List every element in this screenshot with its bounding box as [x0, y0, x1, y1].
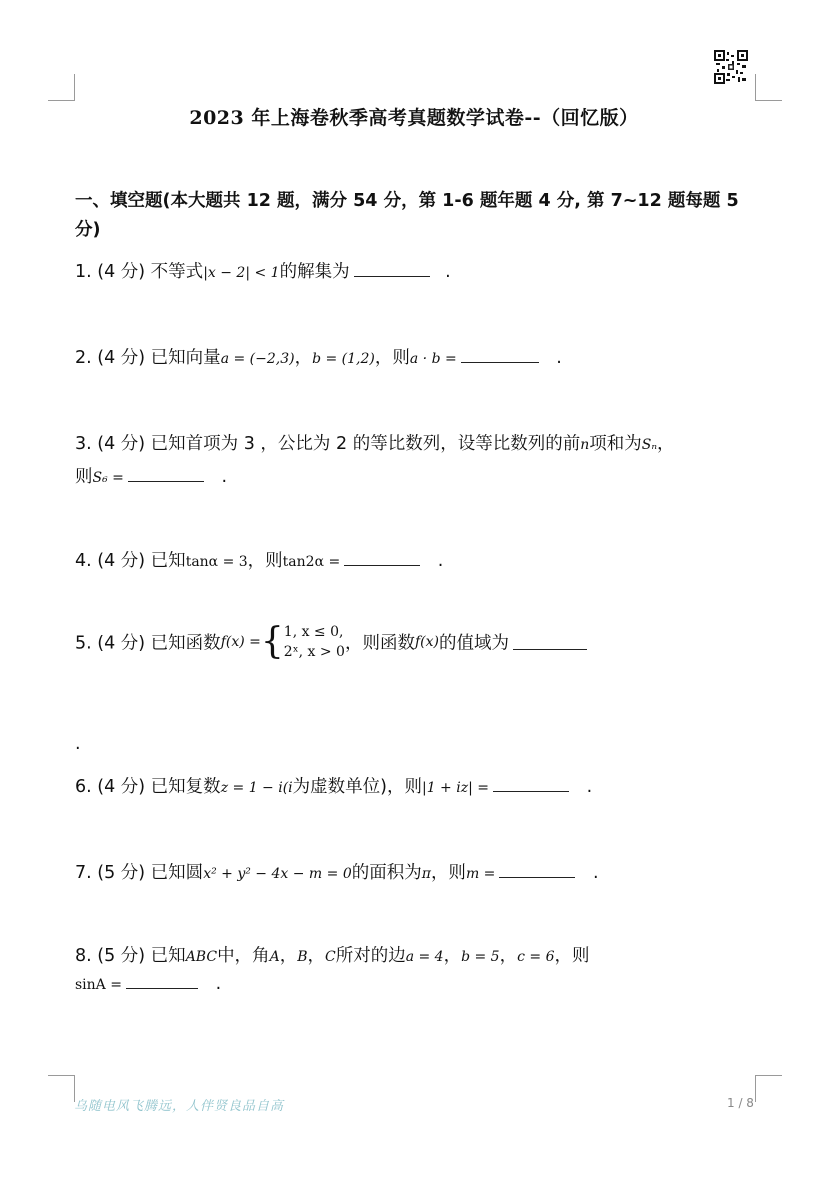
- q2-text: ，则: [374, 348, 410, 368]
- question-5: [75, 622, 591, 662]
- q6-prefix: 6. (4 分) 已知复数: [75, 777, 221, 797]
- answer-blank-7[interactable]: [499, 863, 575, 878]
- q7-prefix: 7. (5 分) 已知圆: [75, 863, 204, 883]
- piecewise-brace: {: [260, 621, 284, 662]
- q8-side-b: b = 5: [461, 949, 500, 965]
- q8-comma-3: ，: [443, 946, 462, 966]
- question-7: [75, 859, 599, 884]
- q1-prefix: 1. (4 分) 不等式: [75, 262, 204, 282]
- answer-blank-5[interactable]: [513, 635, 587, 650]
- q8-comma-4: ，: [499, 946, 518, 966]
- q2-dot-product: a · b =: [409, 351, 457, 367]
- question-6: [75, 773, 592, 798]
- q5-case-1: 1, x ≤ 0,: [283, 624, 344, 640]
- q8-angle-c: C: [324, 949, 336, 965]
- q1-end: .: [445, 262, 451, 282]
- q8-comma-2: ，: [307, 946, 325, 966]
- answer-blank-6[interactable]: [493, 777, 569, 792]
- q7-m: m =: [465, 866, 496, 882]
- footer-slogan: 乌随电风飞腾远，人伴贤良品自高: [74, 1099, 285, 1114]
- q3-line1: 3. (4 分) 已知首项为 3 ，公比为 2 的等比数列，设等比数列的前: [75, 434, 581, 454]
- qr-code-icon: [714, 50, 748, 84]
- q4-text: ，则: [247, 551, 283, 571]
- page-number: 1 / 8: [727, 1096, 754, 1110]
- q8-text-2: 所对的边: [335, 946, 406, 966]
- q2-vector-a: a = (−2,3): [220, 351, 295, 367]
- answer-blank-8[interactable]: [126, 974, 198, 989]
- piecewise-cases: [284, 622, 345, 662]
- answer-blank-1[interactable]: [354, 262, 430, 277]
- q2-sep: ，: [294, 348, 313, 368]
- q6-expression: z = 1 − i(i: [220, 780, 293, 796]
- question-3-line-2: [75, 463, 227, 488]
- section-heading: 一、填空题(本大题共 12 题，满分 54 分，第 1-6 题年题 4 分, 第 7~12 题每题 5 分): [75, 191, 739, 240]
- q5-text: ，则函数: [344, 633, 415, 654]
- question-2: [75, 344, 562, 369]
- q8-comma-1: ，: [279, 946, 298, 966]
- q2-end: .: [556, 348, 562, 368]
- q8-text-3: ，则: [554, 946, 590, 966]
- q4-prefix: 4. (4 分) 已知: [75, 551, 186, 571]
- answer-blank-3[interactable]: [128, 467, 204, 482]
- q1-text: 的解集为: [279, 262, 350, 282]
- q1-expression: |x − 2| < 1: [203, 265, 280, 281]
- q5-text-2: 的值域为: [438, 633, 509, 654]
- q8-text: 中，角: [217, 946, 270, 966]
- crop-mark-bottom-right: [755, 1075, 782, 1102]
- q3-sn: Sₙ: [641, 437, 657, 453]
- page-title: 2023 年上海卷秋季高考真题数学试卷--（回忆版）: [189, 107, 639, 129]
- question-8-line-2: [75, 974, 221, 994]
- q8-side-c: c = 6: [517, 949, 555, 965]
- q7-text-2: ，则: [430, 863, 466, 883]
- q6-end: .: [586, 777, 593, 797]
- q6-text: 为虚数单位)，则: [292, 777, 422, 797]
- q3-line1c: ，: [657, 434, 675, 454]
- q4-end: .: [437, 551, 444, 571]
- q3-s6: S₆ =: [92, 470, 124, 486]
- q8-side-a: a = 4: [405, 949, 444, 965]
- question-8-line-1: [75, 942, 589, 967]
- q5-fx: f(x) =: [220, 634, 261, 650]
- q5-case-2: 2ˣ, x > 0: [283, 644, 345, 660]
- q5-prefix: 5. (4 分) 已知函数: [75, 633, 221, 654]
- q3-line1b: 项和为: [589, 434, 642, 454]
- question-3-line-1: [75, 430, 675, 455]
- q8-sin-a: sinA =: [75, 977, 122, 993]
- crop-mark-top-left: [48, 74, 75, 101]
- q8-angle-b: B: [297, 949, 308, 965]
- q3-line2a: 则: [75, 467, 93, 487]
- question-4: [75, 547, 443, 572]
- crop-mark-bottom-left: [48, 1075, 75, 1102]
- q3-n: n: [580, 437, 590, 453]
- q8-angle-a: A: [269, 949, 280, 965]
- q3-end: .: [221, 467, 228, 487]
- q7-pi: π: [421, 866, 431, 882]
- crop-mark-top-right: [755, 74, 782, 101]
- q4-expression: tanα = 3: [185, 554, 248, 570]
- answer-blank-4[interactable]: [344, 551, 420, 566]
- q5-fx-2: f(x): [414, 634, 439, 650]
- q6-expression-2: |1 + iz| =: [421, 780, 489, 796]
- q7-circle-equation: x² + y² − 4x − m = 0: [203, 866, 352, 882]
- q8-end: .: [215, 974, 222, 994]
- q7-end: .: [592, 863, 599, 883]
- answer-blank-2[interactable]: [461, 348, 539, 363]
- question-1: [75, 258, 451, 283]
- q5-end: .: [75, 734, 81, 754]
- q7-text: 的面积为: [351, 863, 422, 883]
- q2-vector-b: b = (1,2): [312, 351, 375, 367]
- q2-prefix: 2. (4 分) 已知向量: [75, 348, 221, 368]
- q8-prefix: 8. (5 分) 已知: [75, 946, 186, 966]
- q8-triangle: ABC: [185, 949, 218, 965]
- q4-expression-2: tan2α =: [282, 554, 341, 570]
